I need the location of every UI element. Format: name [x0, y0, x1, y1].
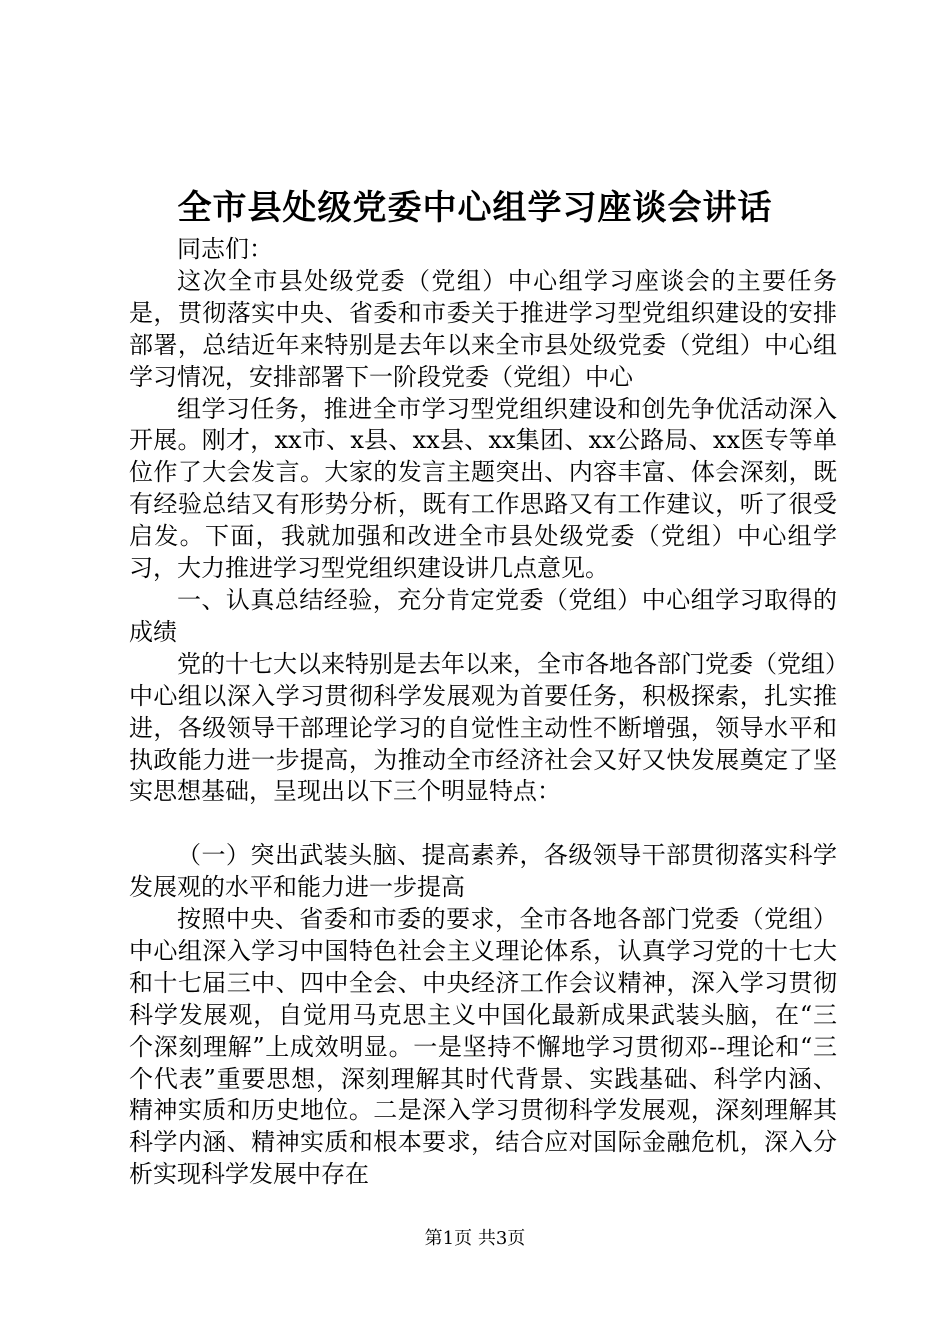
body-paragraph: 这次全市县处级党委（党组）中心组学习座谈会的主要任务是，贯彻落实中央、省委和市委关于推进学习型党组织建设的安排部署，总结近年来特别是去年以来全市县处级党委（党组）中心组学习情况，安排部署下一阶段党委（党组）中心 — [129, 266, 837, 391]
salutation: 同志们： — [177, 235, 273, 263]
document-body — [129, 234, 837, 1191]
body-paragraph: 组学习任务，推进全市学习型党组织建设和创先争优活动深入开展。刚才，xx市、x县、xx县、xx集团、xx公路局、xx医专等单位作了大会发言。大家的发言主题突出、内容丰富、体会深刻，既有经验总结又有形势分析，既有工作思路又有工作建议，听了很受启发。下面，我就加强和改进全市县处级党委（党组）中心组学习，大力推进学习型党组织建设讲几点意见。 — [129, 394, 837, 583]
page-number: 第1页 共3页 — [424, 1228, 526, 1249]
body-paragraph: 党的十七大以来特别是去年以来，全市各地各部门党委（党组）中心组以深入学习贯彻科学发展观为首要任务，积极探索，扎实推进，各级领导干部理论学习的自觉性主动性不断增强，领导水平和执政能力进一步提高，为推动全市经济社会又好又快发展奠定了坚实思想基础，呈现出以下三个明显特点： — [129, 649, 837, 806]
section-heading: 一、认真总结经验，充分肯定党委（党组）中心组学习取得的成绩 — [129, 585, 837, 646]
body-paragraph: 按照中央、省委和市委的要求，全市各地各部门党委（党组）中心组深入学习中国特色社会主义理论体系，认真学习党的十七大和十七届三中、四中全会、中央经济工作会议精神，深入学习贯彻科学发展观，自觉用马克思主义中国化最新成果武装头脑，在“三个深刻理解”上成效明显。一是坚持不懈地学习贯彻邓--理论和“三个代表”重要思想，深刻理解其时代背景、实践基础、科学内涵、精神实质和历史地位。二是深入学习贯彻科学发展观，深刻理解其科学内涵、精神实质和根本要求，结合应对国际金融危机，深入分析实现科学发展中存在 — [129, 905, 837, 1189]
document-title: 全市县处级党委中心组学习座谈会讲话 — [177, 188, 773, 228]
subsection-heading: （一）突出武装头脑、提高素养，各级领导干部贯彻落实科学发展观的水平和能力进一步提高 — [129, 841, 837, 902]
